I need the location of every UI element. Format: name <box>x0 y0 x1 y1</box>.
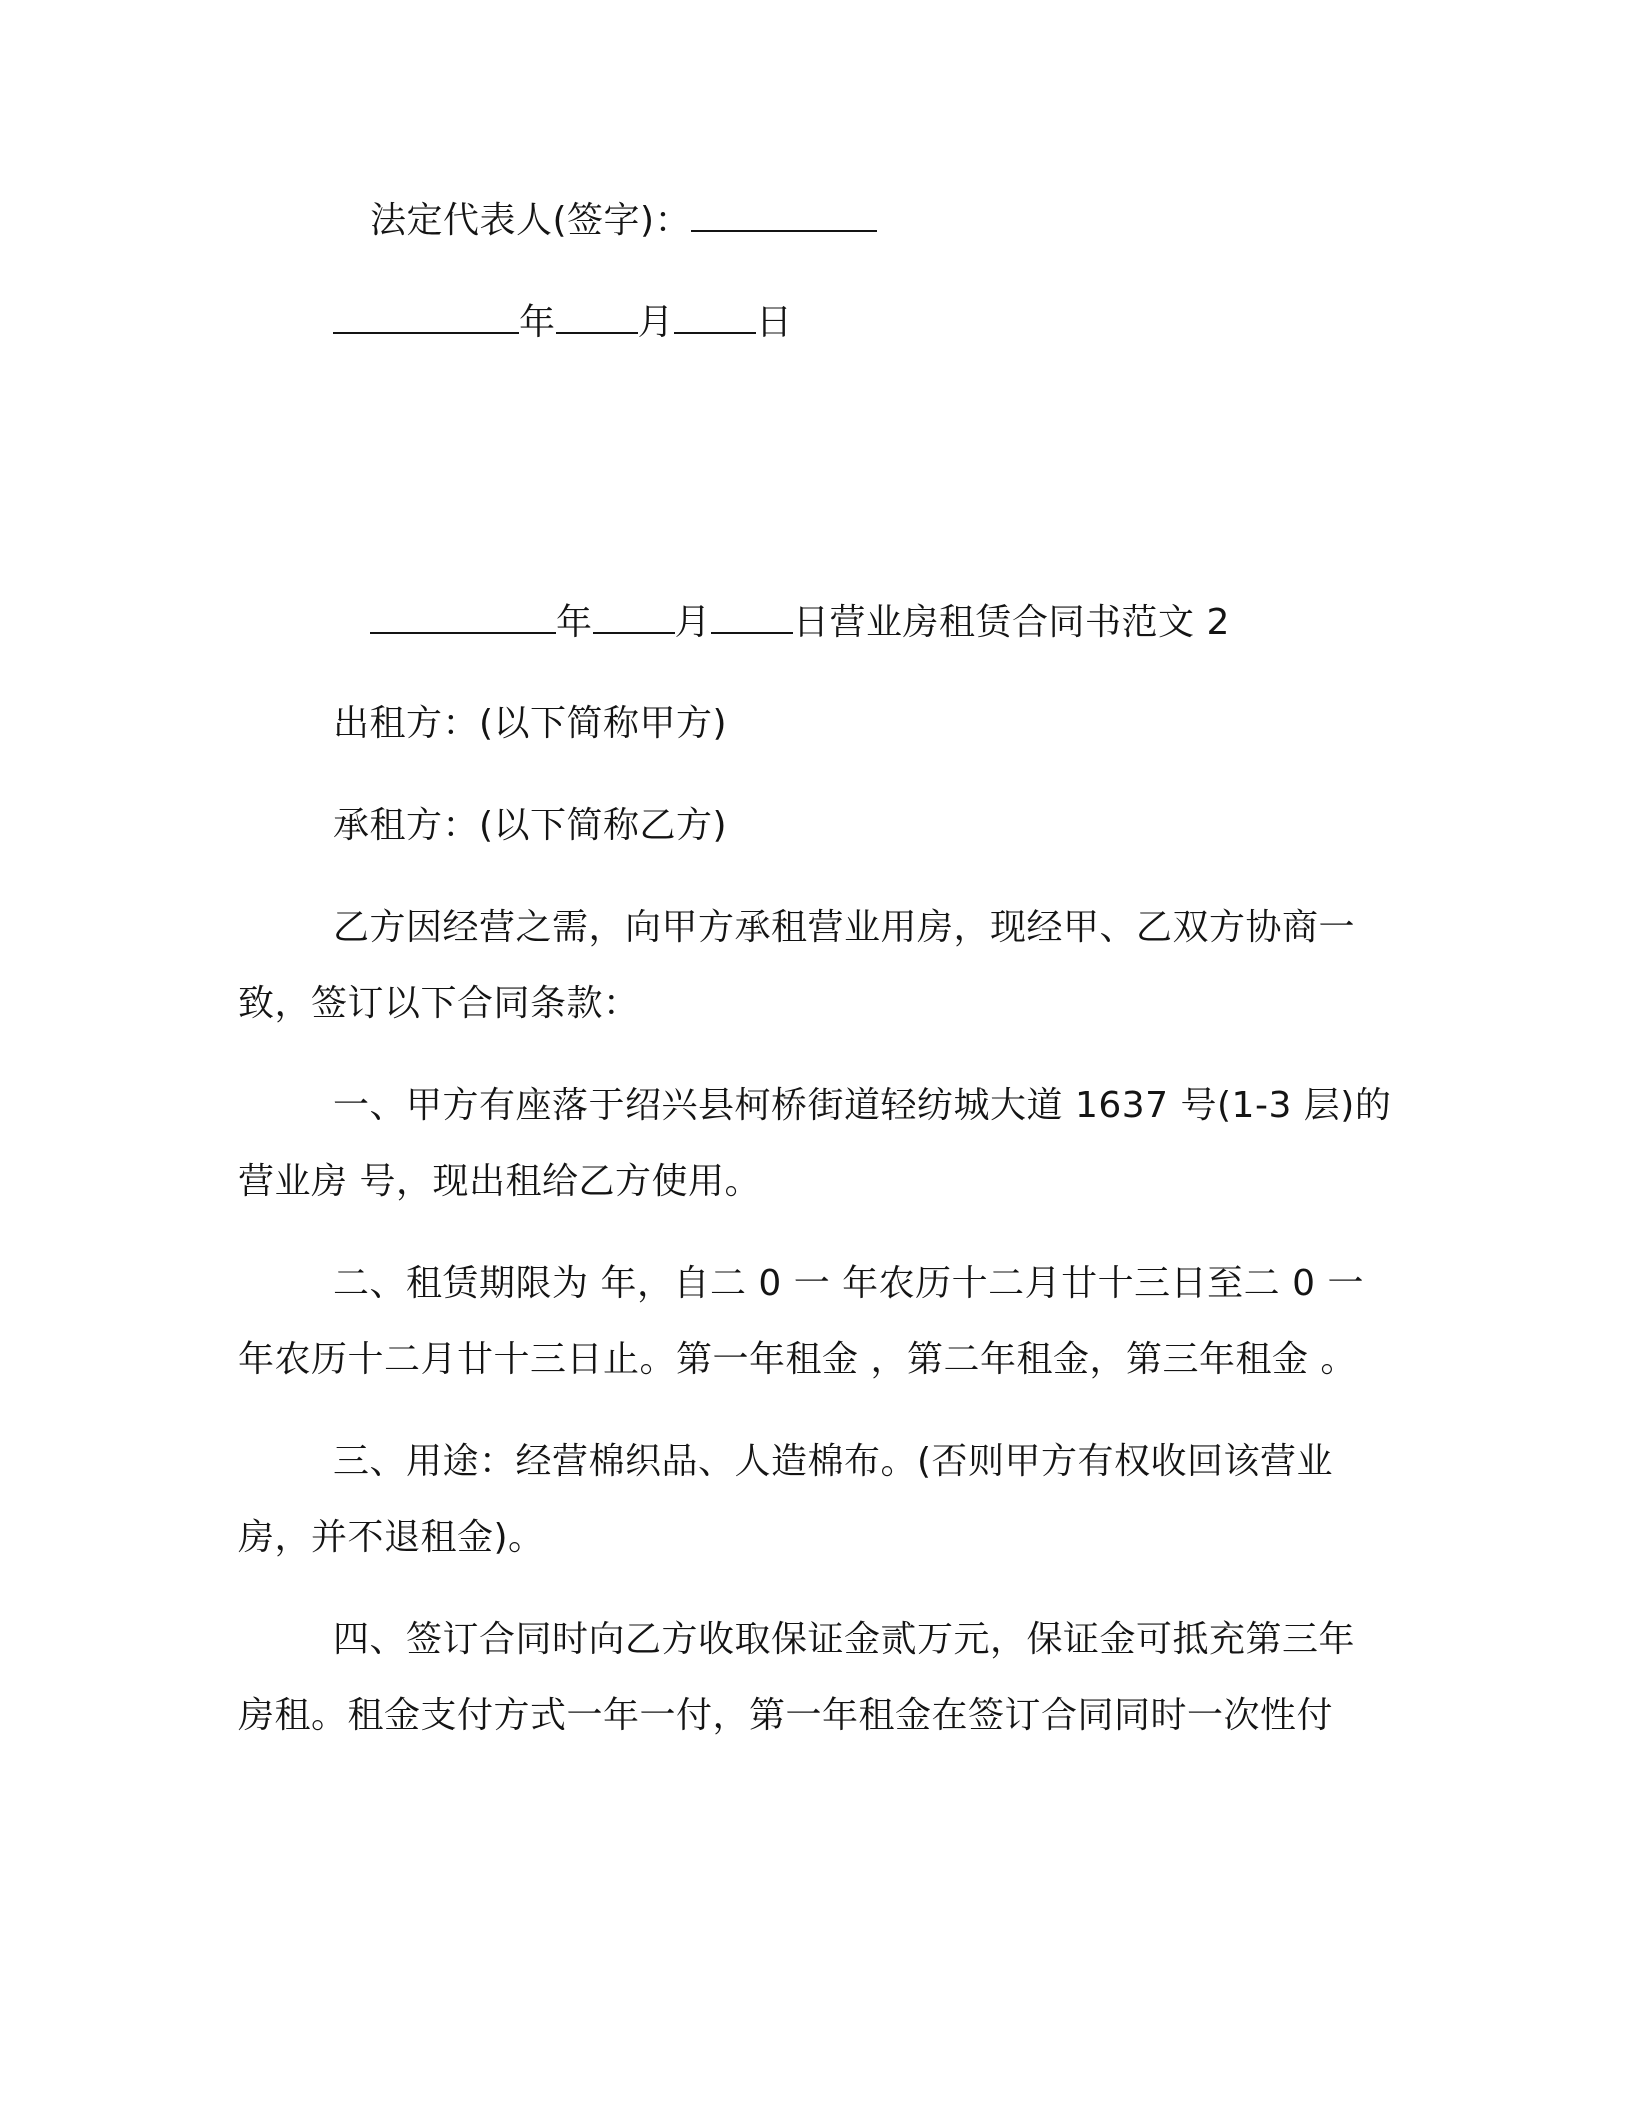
date-line <box>333 298 793 347</box>
clause-4-line-1: 四、签订合同时向乙方收取保证金贰万元，保证金可抵充第三年 <box>333 1619 1356 1660</box>
day-label: 日 <box>756 302 793 343</box>
clause-2-line-2: 年农历十二月廿十三日止。第一年租金 ，第二年租金，第三年租金 。 <box>238 1339 1357 1380</box>
intro-line-2: 致，签订以下合同条款： <box>238 983 640 1024</box>
legal-rep-label: 法定代表人(签字)： <box>370 200 692 241</box>
year-blank <box>333 298 519 334</box>
clause-1-line-2: 营业房 号，现出租给乙方使用。 <box>238 1161 761 1202</box>
signature-blank <box>691 196 877 232</box>
lessee-line: 承租方：(以下简称乙方) <box>333 805 728 846</box>
heading-year-blank <box>370 598 556 634</box>
heading-title: 日营业房租赁合同书范文 2 <box>793 602 1230 643</box>
month-blank <box>556 298 638 334</box>
lessor-line: 出租方：(以下简称甲方) <box>333 703 728 744</box>
heading-day-blank <box>711 598 793 634</box>
heading-year-label: 年 <box>556 602 593 643</box>
intro-line-1: 乙方因经营之需，向甲方承租营业用房，现经甲、乙双方协商一 <box>333 907 1356 948</box>
clause-3-line-1: 三、用途：经营棉织品、人造棉布。(否则甲方有权收回该营业 <box>333 1441 1334 1482</box>
clause-1-line-1: 一、甲方有座落于绍兴县柯桥街道轻纺城大道 1637 号(1-3 层)的 <box>333 1085 1392 1126</box>
month-label: 月 <box>637 302 675 343</box>
legal-rep-signature-line <box>370 196 877 245</box>
contract-heading <box>370 598 1230 647</box>
clause-3-line-2: 房，并不退租金)。 <box>238 1517 545 1558</box>
clause-2-line-1: 二、租赁期限为 年，自二 0 一 年农历十二月廿十三日至二 0 一 <box>333 1263 1364 1304</box>
heading-month-label: 月 <box>674 602 712 643</box>
day-blank <box>674 298 756 334</box>
heading-month-blank <box>593 598 675 634</box>
clause-4-line-2: 房租。租金支付方式一年一付，第一年租金在签订合同同时一次性付 <box>238 1695 1334 1736</box>
year-label: 年 <box>519 302 556 343</box>
